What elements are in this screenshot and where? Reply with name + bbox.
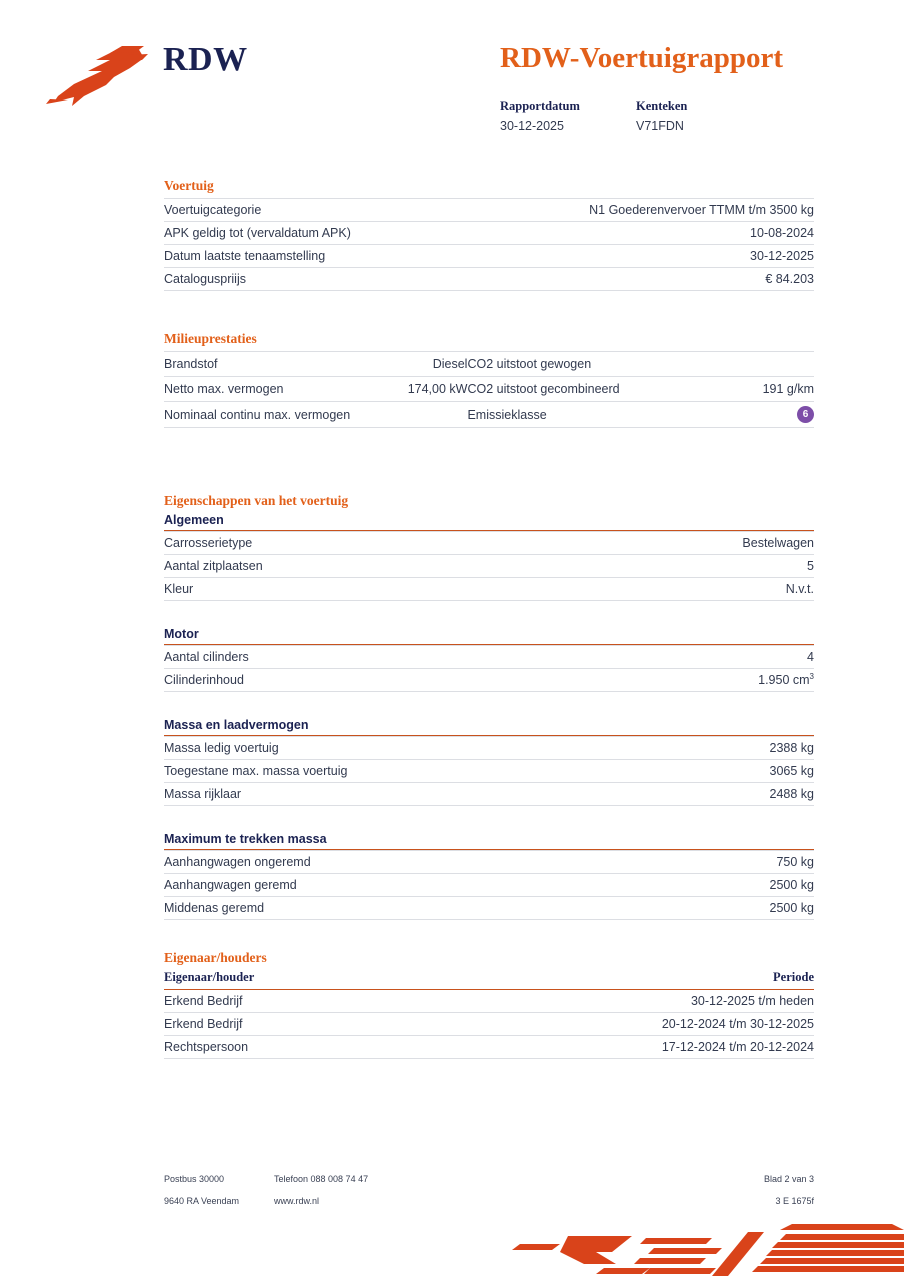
table-row	[164, 1013, 814, 1036]
table-row	[164, 990, 814, 1013]
trekken-massa-table	[164, 850, 814, 920]
license-plate-block	[636, 98, 772, 136]
row-label-right: Emissieklasse	[467, 402, 667, 428]
row-label: APK geldig tot (vervaldatum APK)	[164, 222, 489, 245]
section-title-owners: Eigenaar/houders	[164, 950, 267, 965]
license-plate-value: V71FDN	[636, 119, 684, 133]
row-label: Carrosserietype	[164, 532, 489, 555]
table-header-row	[164, 970, 814, 990]
footer-form-code: 3 E 1675f	[775, 1196, 814, 1206]
row-label-left: Netto max. vermogen	[164, 377, 354, 402]
row-label: Cilinderinhoud	[164, 669, 489, 692]
table-row	[164, 245, 814, 268]
table-row	[164, 532, 814, 555]
row-value-right	[668, 352, 814, 377]
footer-row	[164, 1168, 814, 1190]
group-trekken-massa	[164, 832, 814, 920]
section-title-environment: Milieuprestaties	[164, 331, 257, 346]
row-value: € 84.203	[489, 268, 814, 291]
owner-name: Erkend Bedrijf	[164, 1013, 489, 1036]
table-row	[164, 268, 814, 291]
group-heading: Massa en laadvermogen	[164, 718, 309, 732]
row-value: 10-08-2024	[489, 222, 814, 245]
table-row	[164, 199, 814, 222]
report-meta	[500, 98, 772, 136]
row-label: Cataloguspriijs	[164, 268, 489, 291]
row-label-left: Brandstof	[164, 352, 354, 377]
row-value: 1.950 cm	[758, 673, 810, 687]
row-label: Aanhangwagen geremd	[164, 874, 489, 897]
row-label-right: CO2 uitstoot gewogen	[467, 352, 667, 377]
row-value: Bestelwagen	[489, 532, 814, 555]
row-label: Aantal cilinders	[164, 646, 489, 669]
owner-name: Rechtspersoon	[164, 1036, 489, 1059]
group-heading: Algemeen	[164, 513, 224, 527]
report-date-label: Rapportdatum	[500, 99, 580, 113]
table-row	[164, 222, 814, 245]
owner-name: Erkend Bedrijf	[164, 990, 489, 1013]
document-footer	[164, 1168, 814, 1212]
section-environment	[164, 331, 814, 428]
row-value: 2500 kg	[489, 874, 814, 897]
table-row	[164, 737, 814, 760]
table-row	[164, 874, 814, 897]
rdw-feather-logo-icon	[44, 44, 156, 110]
owner-period: 20-12-2024 t/m 30-12-2025	[489, 1013, 814, 1036]
page-title: RDW-Voertuigrapport	[500, 42, 783, 74]
table-row	[164, 646, 814, 669]
footer-city: 9640 RA Veendam	[164, 1196, 240, 1206]
row-value: 4	[489, 646, 814, 669]
row-label-left: Nominaal continu max. vermogen	[164, 402, 354, 428]
group-heading: Motor	[164, 627, 199, 641]
footer-row	[164, 1190, 814, 1212]
table-row	[164, 352, 814, 377]
row-value-left	[354, 402, 467, 428]
owner-period: 30-12-2025 t/m heden	[489, 990, 814, 1013]
table-row	[164, 783, 814, 806]
row-value: 2388 kg	[489, 737, 814, 760]
row-label: Massa rijklaar	[164, 783, 489, 806]
footer-website[interactable]: www.rdw.nl	[274, 1196, 320, 1206]
row-label: Aantal zitplaatsen	[164, 555, 489, 578]
table-row	[164, 669, 814, 692]
document-header	[0, 0, 904, 160]
table-row	[164, 555, 814, 578]
table-row	[164, 1036, 814, 1059]
row-value: 5	[489, 555, 814, 578]
section-title-vehicle: Voertuig	[164, 178, 214, 193]
owners-table	[164, 970, 814, 1059]
motor-table	[164, 645, 814, 692]
row-label: Toegestane max. massa voertuig	[164, 760, 489, 783]
section-vehicle	[164, 178, 814, 291]
row-label: Datum laatste tenaamstelling	[164, 245, 489, 268]
report-date-value: 30-12-2025	[500, 119, 564, 133]
superscript: 3	[809, 671, 814, 681]
group-massa	[164, 718, 814, 806]
algemeen-table	[164, 531, 814, 601]
row-value-left: Diesel	[354, 352, 467, 377]
report-date-block	[500, 98, 636, 136]
rdw-speed-stripes-graphic	[500, 1222, 904, 1280]
row-value: N.v.t.	[489, 578, 814, 601]
table-row	[164, 897, 814, 920]
environment-table	[164, 351, 814, 428]
group-motor	[164, 627, 814, 692]
row-label: Aanhangwagen ongeremd	[164, 851, 489, 874]
row-label-right: CO2 uitstoot gecombineerd	[467, 377, 667, 402]
table-row	[164, 402, 814, 428]
row-value-left: 174,00 kW	[354, 377, 467, 402]
row-value-right: 191 g/km	[668, 377, 814, 402]
row-value-cilinderinhoud	[489, 669, 814, 692]
table-row	[164, 851, 814, 874]
status-badge-emission-class: 6	[797, 406, 814, 423]
row-label: Kleur	[164, 578, 489, 601]
row-value: 750 kg	[489, 851, 814, 874]
license-plate-label: Kenteken	[636, 99, 688, 113]
row-value: 30-12-2025	[489, 245, 814, 268]
row-label: Middenas geremd	[164, 897, 489, 920]
row-value: 2488 kg	[489, 783, 814, 806]
row-label: Massa ledig voertuig	[164, 737, 489, 760]
row-value: 2500 kg	[489, 897, 814, 920]
owner-period: 17-12-2024 t/m 20-12-2024	[489, 1036, 814, 1059]
vehicle-table	[164, 198, 814, 291]
table-row	[164, 377, 814, 402]
column-header-period: Periode	[489, 970, 814, 990]
row-value-right	[668, 402, 814, 428]
group-heading: Maximum te trekken massa	[164, 832, 327, 846]
massa-table	[164, 736, 814, 806]
footer-postbus: Postbus 30000	[164, 1174, 225, 1184]
section-title-properties: Eigenschappen van het voertuig	[164, 493, 349, 508]
table-row	[164, 760, 814, 783]
group-algemeen	[164, 513, 814, 601]
row-label: Voertuigcategorie	[164, 199, 489, 222]
section-owners	[164, 950, 814, 1059]
table-row	[164, 578, 814, 601]
row-value: N1 Goederenvervoer TTMM t/m 3500 kg	[489, 199, 814, 222]
rdw-wordmark: RDW	[163, 41, 248, 78]
row-value: 3065 kg	[489, 760, 814, 783]
column-header-owner: Eigenaar/houder	[164, 970, 489, 990]
footer-phone: Telefoon 088 008 74 47	[274, 1174, 369, 1184]
section-properties	[164, 493, 814, 920]
footer-page-number: Blad 2 van 3	[763, 1174, 814, 1184]
